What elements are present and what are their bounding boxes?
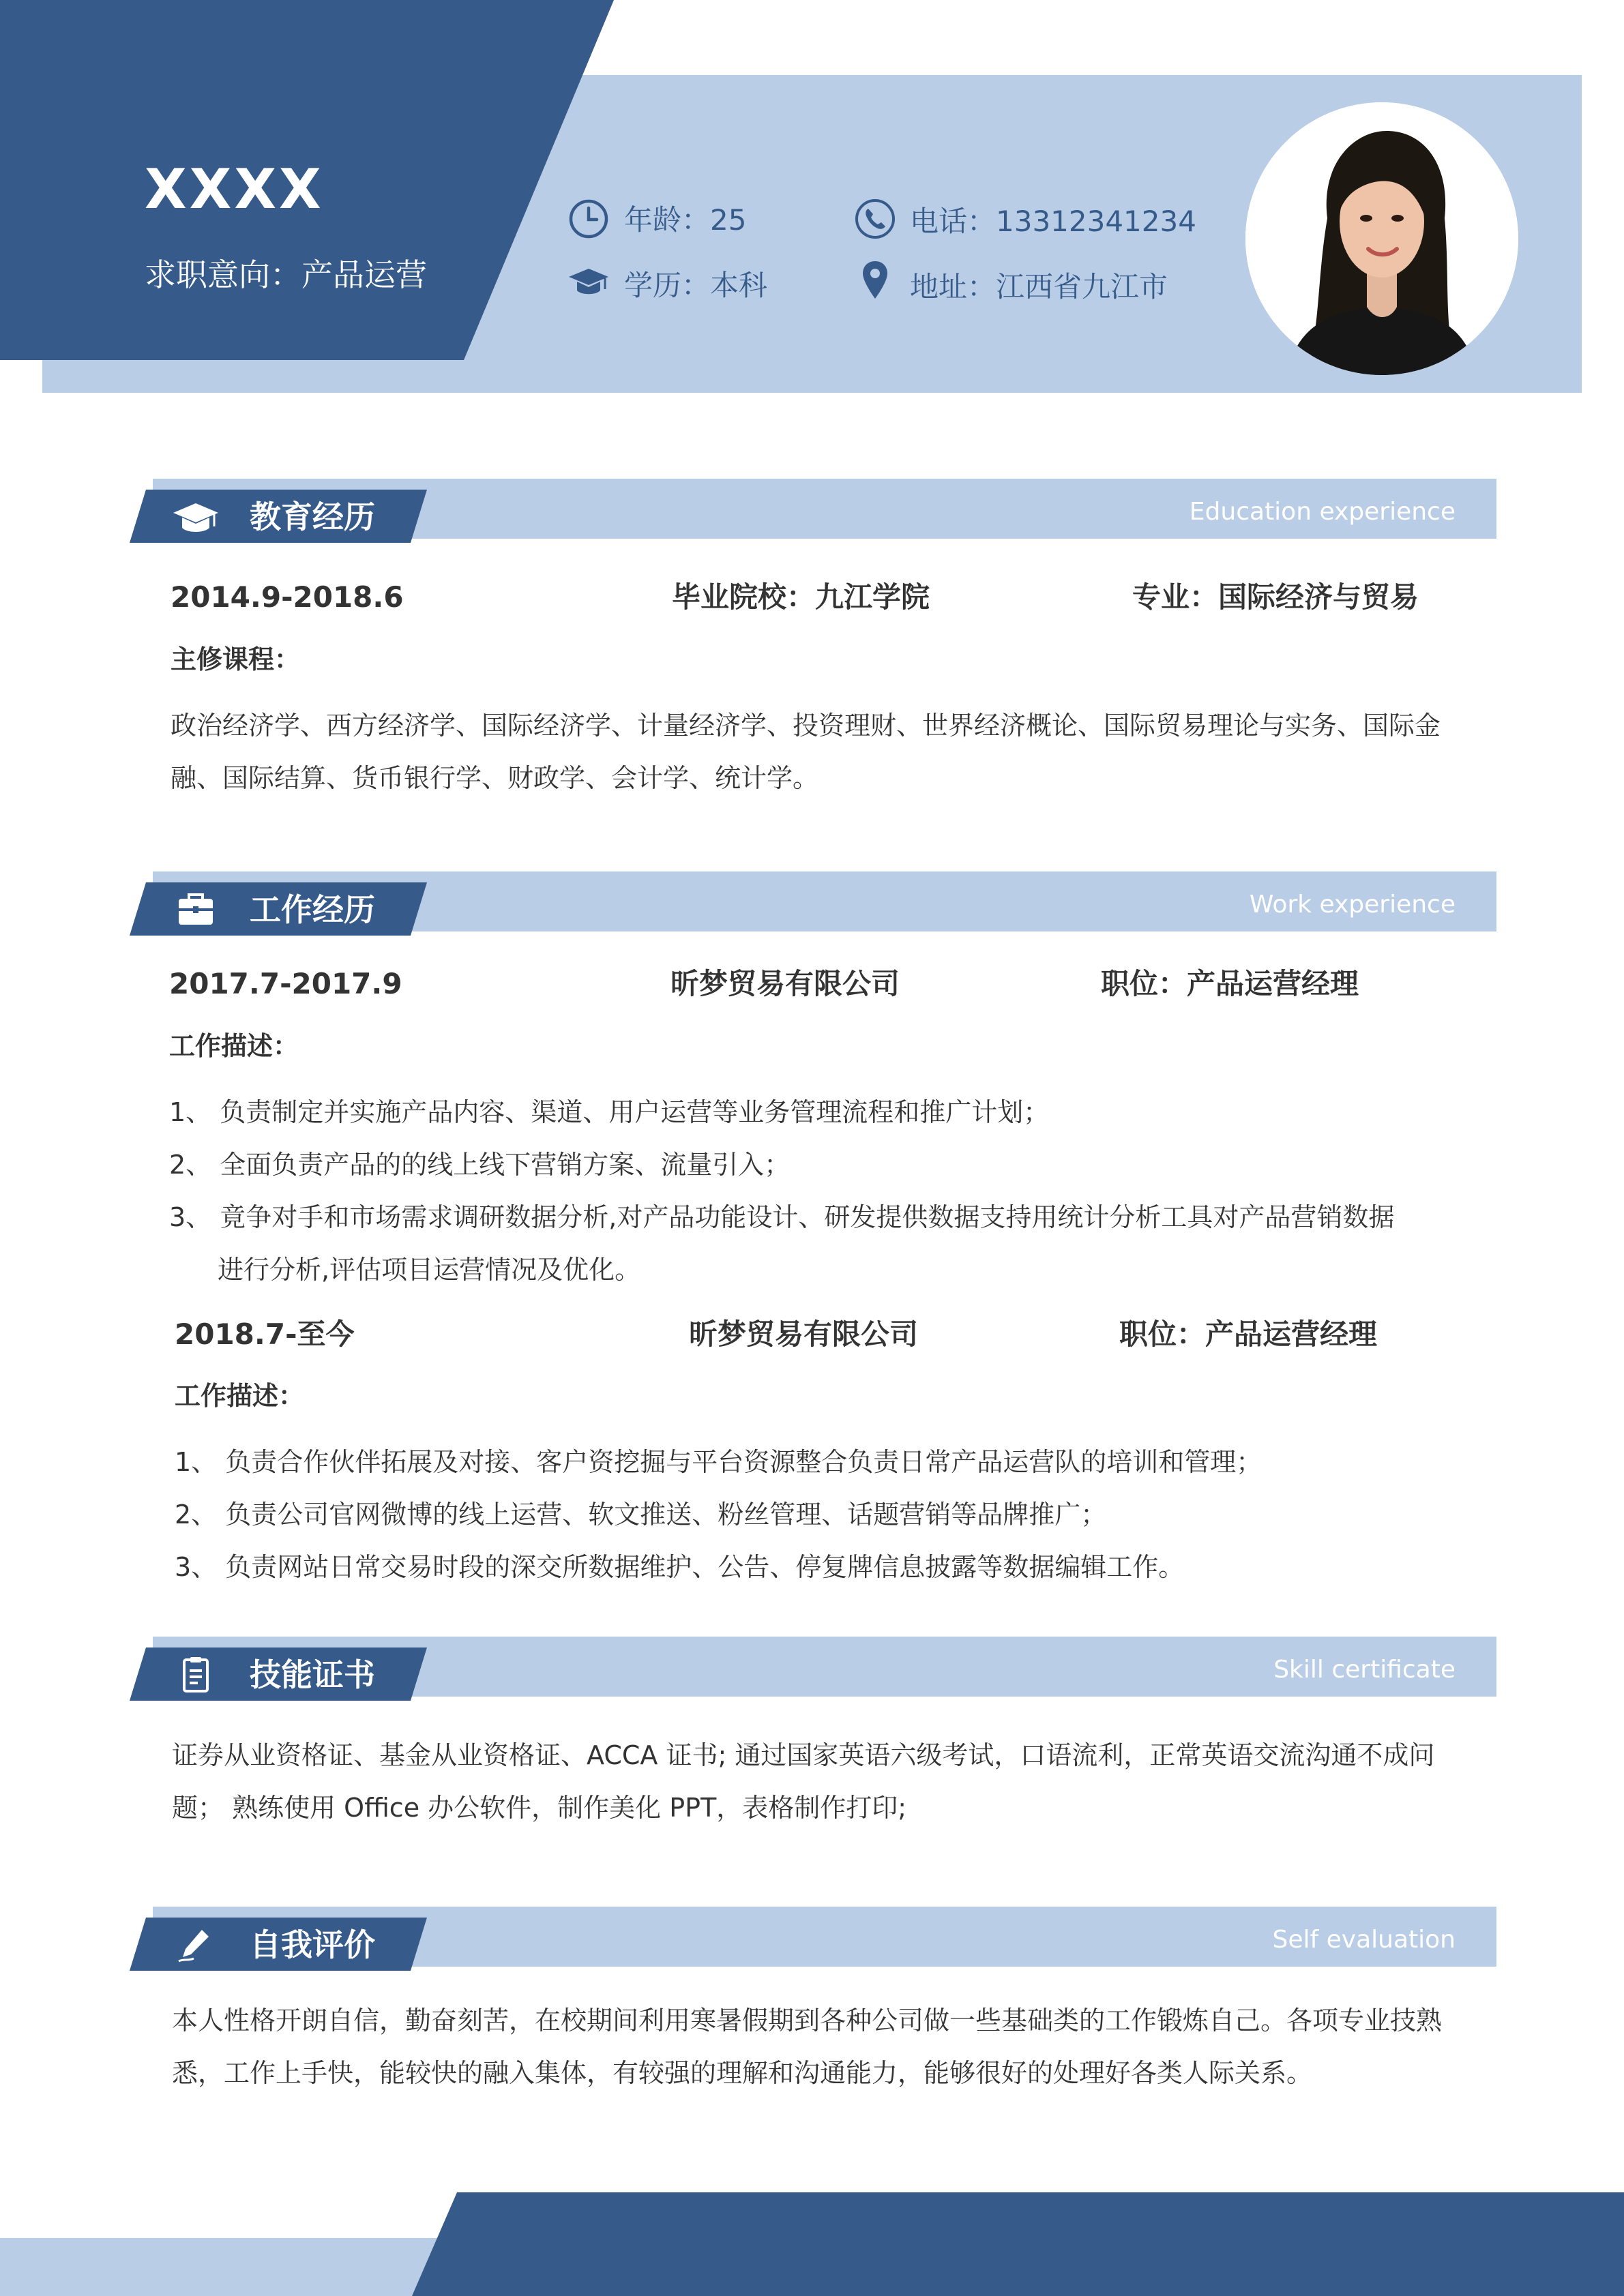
education-period: 2014.9-2018.6 (171, 580, 404, 614)
location-pin-icon (854, 259, 896, 301)
clock-icon (567, 198, 610, 240)
work-section-title: 工作经历 (250, 891, 375, 928)
briefcase-icon (172, 889, 220, 931)
self-section-title: 自我评价 (250, 1926, 375, 1963)
education-section-subtitle: Education experience (1189, 498, 1456, 526)
courses-text: 政治经济学、西方经济学、国际经济学、计量经济学、投资理财、世界经济概论、国际贸易理论与实务、国际金融、国际结算、货币银行学、财政学、会计学、统计学。 (171, 711, 1441, 793)
job-1-item-2: 2、 全面负责产品的的线上线下营销方案、流量引入； (169, 1150, 791, 1180)
job-1-company: 昕梦贸易有限公司 (670, 967, 900, 1000)
education-major: 专业：国际经济与贸易 (1132, 580, 1419, 614)
job-2-desc-label: 工作描述： (175, 1381, 305, 1411)
candidate-name: XXXX (145, 158, 324, 221)
job-2-item-3: 3、 负责网站日常交易时段的深交所数据维护、公告、停复牌信息披露等数据编辑工作。 (175, 1552, 1185, 1582)
avatar (1245, 102, 1518, 375)
work-section-subtitle: Work experience (1249, 891, 1456, 919)
address-field: 地址：江西省九江市 (910, 270, 1168, 303)
clipboard-icon (172, 1654, 220, 1697)
job-2-item-2: 2、 负责公司官网微博的线上运营、软文推送、粉丝管理、话题营销等品牌推广； (175, 1500, 1107, 1530)
self-section-subtitle: Self evaluation (1272, 1926, 1456, 1954)
graduation-cap-icon (172, 496, 220, 539)
skills-section-title: 技能证书 (250, 1656, 375, 1693)
courses-label: 主修课程： (171, 644, 301, 674)
phone-field: 电话：13312341234 (910, 205, 1196, 238)
job-1-item-3: 3、 竟争对手和市场需求调研数据分析,对产品功能设计、研发提供数据支持用统计分析工具对产品营销数据 (169, 1202, 1395, 1232)
job-1-period: 2017.7-2017.9 (169, 967, 402, 1000)
skills-text: 证券从业资格证、基金从业资格证、ACCA 证书; 通过国家英语六级考试，口语流利，正常英语交流沟通不成问题； 熟练使用 Office 办公软件，制作美化 PPT，表格制作打印; (172, 1740, 1435, 1823)
education-field: 学历：本科 (624, 269, 768, 302)
job-1-desc-label: 工作描述： (169, 1031, 299, 1061)
skills-section-subtitle: Skill certificate (1273, 1656, 1456, 1684)
self-text: 本人性格开朗自信，勤奋刻苦，在校期间利用寒暑假期到各种公司做一些基础类的工作锻炼自己。各项专业技熟悉，工作上手快，能较快的融入集体，有较强的理解和沟通能力，能够很好的处理好各类人际关系。 (172, 2006, 1443, 2088)
job-intent: 求职意向：产品运营 (145, 256, 427, 293)
pen-icon (172, 1924, 220, 1967)
education-school: 毕业院校：九江学院 (672, 580, 930, 614)
job-2-period: 2018.7-至今 (175, 1317, 355, 1351)
job-2-position: 职位：产品运营经理 (1119, 1317, 1378, 1351)
job-1-item-1: 1、 负责制定并实施产品内容、渠道、用户运营等业务管理流程和推广计划； (169, 1097, 1050, 1127)
age-field: 年龄：25 (624, 203, 747, 237)
graduation-cap-icon (567, 262, 610, 304)
phone-icon (854, 198, 896, 240)
education-section-title: 教育经历 (250, 498, 375, 535)
job-1-position: 职位：产品运营经理 (1101, 967, 1359, 1000)
job-1-item-3-cont: 进行分析,评估项目运营情况及优化。 (218, 1255, 641, 1285)
job-2-company: 昕梦贸易有限公司 (689, 1317, 919, 1351)
job-2-item-1: 1、 负责合作伙伴拓展及对接、客户资挖掘与平台资源整合负责日常产品运营队的培训和管理； (175, 1447, 1263, 1477)
